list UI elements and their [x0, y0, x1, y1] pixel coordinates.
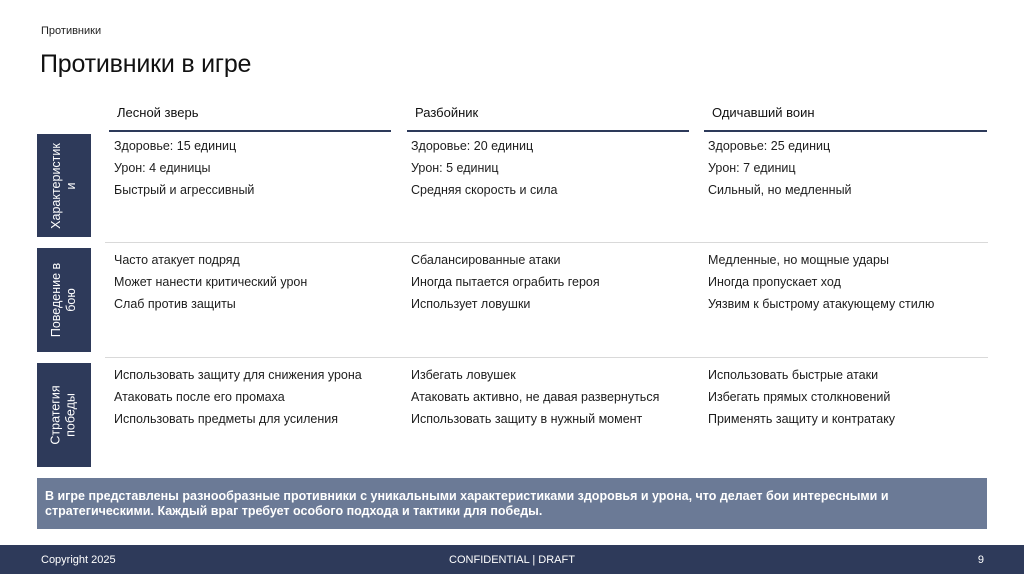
column-header-label: Одичавший воин: [712, 105, 815, 120]
row-label-combat-behavior: [37, 248, 91, 352]
cell-line: Медленные, но мощные удары: [708, 253, 889, 267]
cell-line: Сильный, но медленный: [708, 183, 852, 197]
cell-line: Быстрый и агрессивный: [114, 183, 255, 197]
table-cell: [411, 135, 701, 201]
row-label-text: Стратегия победы: [49, 385, 79, 445]
cell-line: Применять защиту и контратаку: [708, 412, 896, 426]
table-cell: [114, 249, 404, 315]
cell-line: Иногда пытается ограбить героя: [411, 275, 600, 289]
column-header-feral-warrior: [704, 104, 987, 132]
cell-line: Избегать прямых столкновений: [708, 390, 891, 404]
cell-line: Использует ловушки: [411, 297, 531, 311]
cell-line: Иногда пропускает ход: [708, 275, 841, 289]
footer-copyright: Copyright 2025: [41, 554, 116, 566]
cell-line: Слаб против защиты: [114, 297, 236, 311]
table-cell: [114, 135, 404, 201]
table-cell: [114, 364, 404, 430]
column-header-forest-beast: [109, 104, 391, 132]
cell-line: Избегать ловушек: [411, 368, 516, 382]
breadcrumb: Противники: [41, 25, 102, 37]
cell-line: Здоровье: 25 единиц: [708, 139, 831, 153]
row-separator: [105, 357, 988, 358]
column-header-label: Лесной зверь: [117, 105, 199, 120]
cell-line: Использовать защиту для снижения урона: [114, 368, 362, 382]
cell-line: Использовать быстрые атаки: [708, 368, 879, 382]
cell-line: Использовать защиту в нужный момент: [411, 412, 643, 426]
cell-line: Здоровье: 20 единиц: [411, 139, 534, 153]
cell-line: Может нанести критический урон: [114, 275, 308, 289]
row-label-characteristics: [37, 134, 91, 237]
row-label-text: Характеристик и: [49, 142, 79, 229]
cell-line: Сбалансированные атаки: [411, 253, 561, 267]
cell-line: Уязвим к быстрому атакующему стилю: [708, 297, 935, 311]
footer-bar: [0, 545, 1024, 574]
table-cell: [708, 135, 998, 201]
row-label-victory-strategy: [37, 363, 91, 467]
column-header-bandit: [407, 104, 689, 132]
cell-line: Урон: 4 единицы: [114, 161, 211, 175]
cell-line: Использовать предметы для усиления: [114, 412, 338, 426]
row-label-text: Поведение в бою: [49, 262, 78, 338]
footer-confidential: CONFIDENTIAL | DRAFT: [449, 554, 575, 566]
summary-box: В игре представлены разнообразные противники с уникальными характеристиками здоровья и урона, что делает бои интересными и стратегическими. Каждый враг требует особого подхода и тактики для победы.: [37, 478, 987, 529]
cell-line: Атаковать после его промаха: [114, 390, 285, 404]
cell-line: Атаковать активно, не давая развернуться: [411, 390, 660, 404]
cell-line: Урон: 5 единиц: [411, 161, 499, 175]
cell-line: Часто атакует подряд: [114, 253, 240, 267]
cell-line: Урон: 7 единиц: [708, 161, 796, 175]
table-cell: [411, 249, 701, 315]
column-header-label: Разбойник: [415, 105, 479, 120]
table-cell: [708, 249, 998, 315]
table-cell: [411, 364, 701, 430]
page-title: Противники в игре: [40, 50, 252, 78]
cell-line: Здоровье: 15 единиц: [114, 139, 237, 153]
cell-line: Средняя скорость и сила: [411, 183, 558, 197]
table-cell: [708, 364, 998, 430]
row-separator: [105, 242, 988, 243]
page-number: 9: [977, 554, 984, 566]
